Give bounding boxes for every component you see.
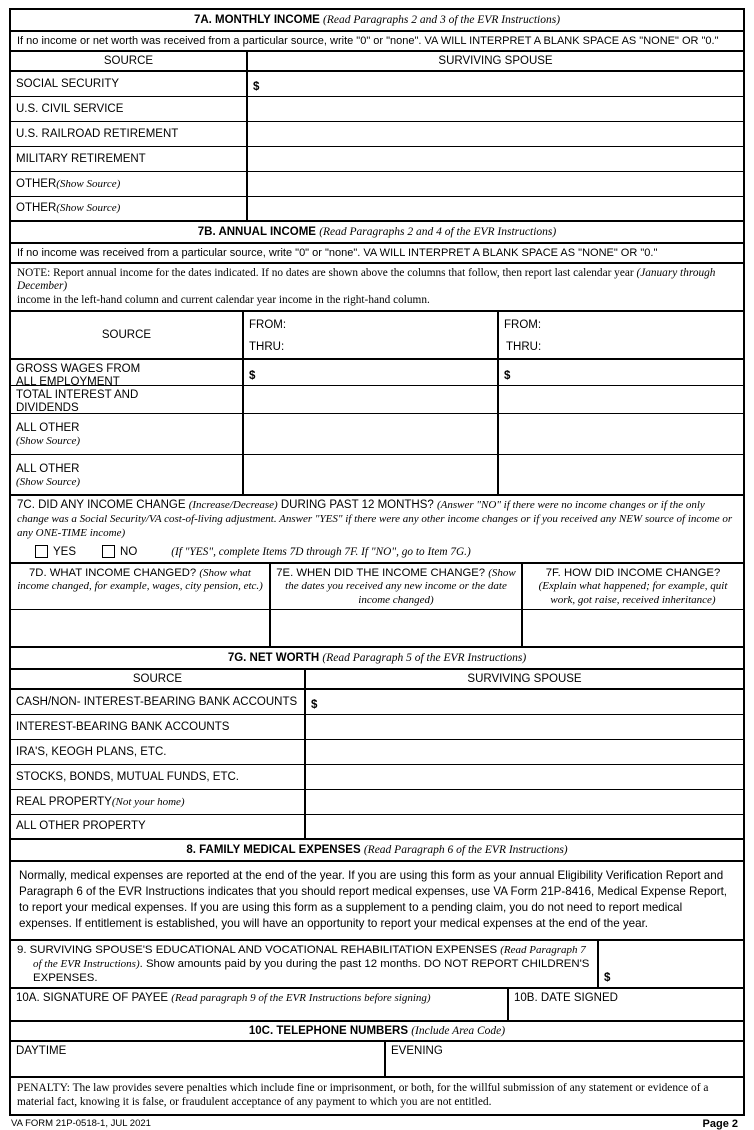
period-column-1[interactable] xyxy=(244,312,499,358)
input-annual-all-other-2a[interactable] xyxy=(244,455,499,494)
row-label-cell xyxy=(11,197,248,220)
section-9-italic2: of the EVR Instructions) xyxy=(33,958,140,970)
row-label-cell xyxy=(11,414,244,454)
input-section-9-amount[interactable] xyxy=(599,941,743,987)
section-7a-column-headers xyxy=(11,52,743,72)
penalty-statement: PENALTY: The law provides severe penalties which include fine or imprisonment, or both, for the willful submission of any statement or evidence of a material fact, knowing it is false, or fraudulent acceptance of any payment to which you are not entitled. xyxy=(17,1082,709,1108)
row-label-cell xyxy=(11,97,248,121)
dollar-sign: $ xyxy=(504,369,511,382)
q7c-italic2: (Answer "NO" if there were no income changes or if the only change was a Social Security/VA cost-of-living adjustment. Answer "YES" if there were any other income changes or if you received any NEW source of income or any ONE-TIME income) xyxy=(17,498,733,539)
label-10c: 10C. TELEPHONE NUMBERS xyxy=(248,1025,412,1038)
section-7b-title: 7B. ANNUAL INCOME xyxy=(197,226,316,238)
section-9-line1: 9. SURVIVING SPOUSE'S EDUCATIONAL AND VOCATIONAL REHABILITATION EXPENSES xyxy=(17,944,501,957)
row-label-cell xyxy=(11,740,306,764)
input-monthly-military-retirement[interactable] xyxy=(248,147,743,171)
row-label-cell xyxy=(11,815,306,838)
col-header-7f xyxy=(523,564,743,609)
table-row xyxy=(11,715,743,740)
input-monthly-other-2[interactable] xyxy=(248,197,743,220)
label-evening: EVENING xyxy=(391,1045,443,1058)
input-annual-gross-wages-1[interactable] xyxy=(244,360,499,385)
input-monthly-us-railroad-retirement[interactable] xyxy=(248,122,743,146)
row-label-line1: ALL OTHER xyxy=(16,421,80,434)
table-row xyxy=(11,790,743,815)
section-10ab xyxy=(11,989,743,1022)
table-row xyxy=(11,122,743,147)
input-annual-gross-wages-2[interactable] xyxy=(499,360,743,385)
q7c-part2: DURING PAST 12 MONTHS? xyxy=(277,498,437,511)
input-annual-all-other-1b[interactable] xyxy=(499,414,743,454)
section-8-paragraph: Normally, medical expenses are reported at the end of the year. If you are using this form as your annual Eligibility Verification Report and Paragraph 6 of the EVR Instructions indicates that you should report medical expenses, use VA Form 21P-8416, Medical Expense Report, to report your medical expenses. If you are using this form as a supplement to a pending claim, you do not need to report medical expenses. If entitlement is established, you will have an opportunity to report your medical expenses at the end of the year. xyxy=(11,862,743,941)
va-form-21p-0518-1 xyxy=(9,8,745,1116)
period-column-2[interactable] xyxy=(499,312,743,358)
header-7d: 7D. WHAT INCOME CHANGED? xyxy=(29,567,200,580)
conditional-instruction: (If "YES", complete Items 7D through 7F. If "NO", go to Item 7G.) xyxy=(171,545,471,558)
row-label: U.S. CIVIL SERVICE xyxy=(16,102,124,115)
table-row xyxy=(11,172,743,197)
row-label: ALL OTHER PROPERTY xyxy=(16,820,146,833)
input-networth-real-property[interactable] xyxy=(306,790,743,814)
table-row xyxy=(11,414,743,455)
row-label-line2: DIVIDENDS xyxy=(16,401,79,414)
row-label-line1: TOTAL INTEREST AND xyxy=(16,388,139,401)
section-7a-note: If no income or net worth was received from a particular source, write "0" or "none". VA WILL INTERPRET A BLANK SPACE AS "NONE" OR "0." xyxy=(11,32,743,52)
section-7def-headers xyxy=(11,564,743,610)
dollar-sign: $ xyxy=(311,699,318,712)
row-label-cell xyxy=(11,715,306,739)
row-label-cell xyxy=(11,386,244,413)
checkbox-yes[interactable] xyxy=(35,545,48,558)
input-annual-all-other-1a[interactable] xyxy=(244,414,499,454)
label-10a: 10A. SIGNATURE OF PAYEE xyxy=(16,992,172,1005)
dollar-sign: $ xyxy=(249,369,256,382)
row-label-cell xyxy=(11,72,248,96)
row-label: MILITARY RETIREMENT xyxy=(16,152,146,165)
section-7g-title-note: (Read Paragraph 5 of the EVR Instructions) xyxy=(322,652,527,665)
row-label-note: (Show Source) xyxy=(56,177,121,190)
row-label-cell xyxy=(11,455,244,494)
section-9-line3: EXPENSES. xyxy=(33,971,98,984)
row-label: CASH/NON- INTEREST-BEARING BANK ACCOUNTS xyxy=(16,695,298,708)
note-text-c: income in the left-hand column and current calendar year income in the right-hand column. xyxy=(17,293,430,306)
row-label-note: (Show Source) xyxy=(16,475,81,488)
question-7c-answers xyxy=(11,542,743,564)
col-header-7e xyxy=(271,564,523,609)
input-monthly-us-civil-service[interactable] xyxy=(248,97,743,121)
input-networth-stocks-bonds[interactable] xyxy=(306,765,743,789)
table-row xyxy=(11,97,743,122)
input-networth-ira-keogh[interactable] xyxy=(306,740,743,764)
table-row xyxy=(11,690,743,715)
section-7g-column-headers xyxy=(11,670,743,690)
row-label: OTHER xyxy=(16,202,57,215)
thru-label-1: THRU: xyxy=(249,340,285,353)
section-7a-title: 7A. MONTHLY INCOME xyxy=(193,14,320,26)
input-networth-interest-bearing[interactable] xyxy=(306,715,743,739)
section-7a-title-note: (Read Paragraphs 2 and 3 of the EVR Instructions) xyxy=(323,14,561,26)
row-label: SOCIAL SECURITY xyxy=(16,77,120,90)
section-9-italic1: (Read Paragraph 7 xyxy=(500,944,586,957)
note-text-b: (January through December) xyxy=(17,267,716,293)
header-7e: 7E. WHEN DID THE INCOME CHANGE? xyxy=(276,567,486,580)
section-7b-title-note: (Read Paragraphs 2 and 4 of the EVR Instructions) xyxy=(319,226,557,238)
section-7def-inputs xyxy=(11,610,743,648)
table-row xyxy=(11,197,743,222)
signature-field[interactable] xyxy=(11,989,509,1020)
section-7b-column-headers xyxy=(11,312,743,360)
row-label-line2: ALL EMPLOYMENT xyxy=(16,375,120,388)
input-monthly-other-1[interactable] xyxy=(248,172,743,196)
table-row xyxy=(11,815,743,840)
table-row xyxy=(11,72,743,97)
row-label: REAL PROPERTY xyxy=(16,795,112,808)
row-label-cell xyxy=(11,790,306,814)
col-header-surviving-spouse: SURVIVING SPOUSE xyxy=(438,55,553,67)
row-label-cell xyxy=(11,360,244,388)
from-label-1: FROM: xyxy=(249,318,287,331)
page-footer xyxy=(9,1116,745,1130)
section-7a-header xyxy=(11,10,743,32)
row-label-line1: GROSS WAGES FROM xyxy=(16,362,141,375)
from-label-2: FROM: xyxy=(504,318,542,331)
table-row xyxy=(11,740,743,765)
section-7b-header xyxy=(11,222,743,244)
dollar-sign: $ xyxy=(253,81,260,93)
label-10a-note: (Read paragraph 9 of the EVR Instructions before signing) xyxy=(171,992,431,1005)
input-7d-what-changed[interactable] xyxy=(11,610,271,646)
input-networth-all-other-property[interactable] xyxy=(306,815,743,838)
table-row xyxy=(11,360,743,386)
row-label: OTHER xyxy=(16,177,57,190)
table-row xyxy=(11,386,743,414)
col-header-7d xyxy=(11,564,271,609)
header-7d-note: (Show what income changed, for example, wages, city pension, etc.) xyxy=(17,567,263,593)
section-7g-title: 7G. NET WORTH xyxy=(227,652,320,665)
table-row xyxy=(11,147,743,172)
label-yes: YES xyxy=(53,545,77,558)
row-label: IRA'S, KEOGH PLANS, ETC. xyxy=(16,745,167,758)
section-8-title: 8. FAMILY MEDICAL EXPENSES xyxy=(186,844,361,857)
section-7b-note: If no income was received from a particular source, write "0" or "none". VA WILL INTERPRET A BLANK SPACE AS "NONE" OR "0." xyxy=(11,244,743,264)
question-7c xyxy=(11,496,743,542)
col-header-source: SOURCE xyxy=(11,312,244,358)
label-10c-note: (Include Area Code) xyxy=(411,1025,506,1038)
row-label: U.S. RAILROAD RETIREMENT xyxy=(16,127,179,140)
input-evening-phone[interactable] xyxy=(386,1042,743,1076)
row-label-cell xyxy=(11,690,306,714)
q7c-part1: 7C. DID ANY INCOME CHANGE xyxy=(17,498,189,511)
label-daytime: DAYTIME xyxy=(16,1045,67,1058)
dollar-sign: $ xyxy=(604,972,611,985)
row-label-note: (Show Source) xyxy=(56,202,121,215)
section-7g-header xyxy=(11,648,743,670)
col-header-source: SOURCE xyxy=(11,670,306,688)
section-7b-report-note xyxy=(11,264,743,312)
input-7e-when-changed[interactable] xyxy=(271,610,523,646)
section-9 xyxy=(11,941,743,989)
thru-label-2: THRU: xyxy=(506,340,542,353)
row-label-note: (Show Source) xyxy=(16,434,81,447)
header-7e-note: (Show the dates you received any new income or the date income changed) xyxy=(285,567,516,606)
row-label-cell xyxy=(11,765,306,789)
label-no: NO xyxy=(120,545,138,558)
label-10b: 10B. DATE SIGNED xyxy=(514,992,618,1005)
checkbox-no[interactable] xyxy=(102,545,115,558)
row-label: INTEREST-BEARING BANK ACCOUNTS xyxy=(16,720,230,733)
row-label-line1: ALL OTHER xyxy=(16,462,80,475)
page-number: Page 2 xyxy=(702,1117,738,1130)
col-header-source: SOURCE xyxy=(11,52,248,70)
date-signed-field[interactable] xyxy=(509,989,743,1020)
note-text-a: NOTE: Report annual income for the dates indicated. If no dates are shown above the columns that follow, then report last calendar year xyxy=(17,267,637,279)
row-label-cell xyxy=(11,147,248,171)
section-8-title-note: (Read Paragraph 6 of the EVR Instructions) xyxy=(363,844,568,857)
row-label-cell xyxy=(11,122,248,146)
input-annual-interest-dividends-1[interactable] xyxy=(244,386,499,413)
q7c-italic1: (Increase/Decrease) xyxy=(188,498,278,511)
col-header-surviving-spouse: SURVIVING SPOUSE xyxy=(467,673,582,686)
section-10c-header xyxy=(11,1022,743,1042)
section-9-line2: . Show amounts paid by you during the past 12 months. DO NOT REPORT CHILDREN'S xyxy=(139,958,590,970)
section-8-header xyxy=(11,840,743,862)
row-label: STOCKS, BONDS, MUTUAL FUNDS, ETC. xyxy=(16,770,239,783)
input-monthly-social-security[interactable] xyxy=(248,72,743,96)
header-7f: 7F. HOW DID INCOME CHANGE? xyxy=(545,567,721,580)
table-row xyxy=(11,455,743,496)
section-10c-phones xyxy=(11,1042,743,1078)
input-annual-interest-dividends-2[interactable] xyxy=(499,386,743,413)
input-7f-how-changed[interactable] xyxy=(523,610,743,646)
row-label-cell xyxy=(11,172,248,196)
section-9-label xyxy=(11,941,599,987)
input-daytime-phone[interactable] xyxy=(11,1042,386,1076)
table-row xyxy=(11,765,743,790)
row-label-note: (Not your home) xyxy=(111,796,185,809)
form-identifier: VA FORM 21P-0518-1, JUL 2021 xyxy=(11,1117,151,1129)
header-7f-note: (Explain what happened; for example, quit work, got raise, received inheritance) xyxy=(538,580,728,606)
input-annual-all-other-2b[interactable] xyxy=(499,455,743,494)
input-networth-cash-noninterest[interactable] xyxy=(306,690,743,714)
